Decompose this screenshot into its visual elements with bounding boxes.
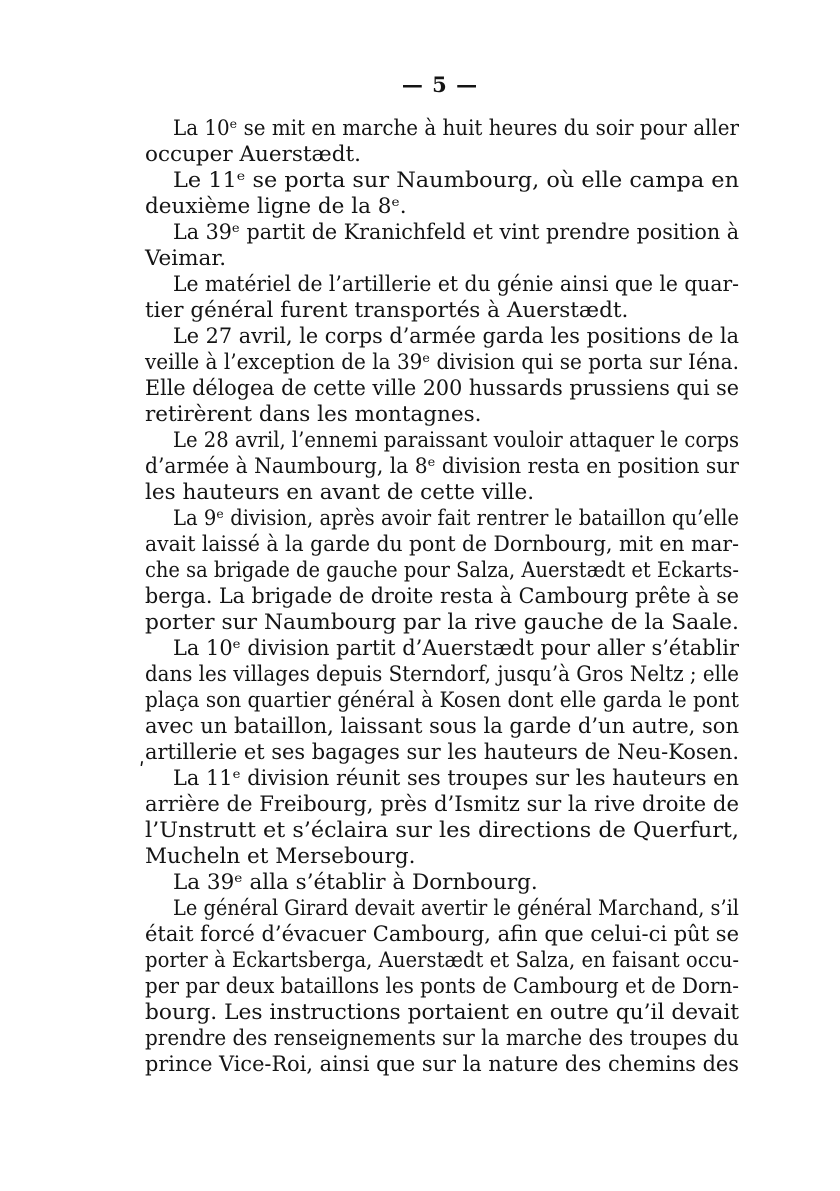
- text-line-content: tier général furent transportés à Auerstædt.: [145, 298, 629, 323]
- text-line-content: Mucheln et Mersebourg.: [145, 844, 416, 869]
- text-line-content: Le général Girard devait avertir le général Marchand, s’il: [173, 896, 739, 921]
- text-line: [145, 350, 739, 376]
- text-line: [145, 870, 739, 896]
- text-line: [145, 896, 739, 922]
- text-line: [145, 610, 739, 636]
- text-line-content: berga. La brigade de droite resta à Cambourg prête à se: [145, 584, 740, 609]
- text-line-content: porter sur Naumbourg par la rive gauche de la Saale.: [145, 610, 739, 635]
- text-line-content: porter à Eckartsberga, Auerstædt et Salza, en faisant occu-: [145, 948, 740, 973]
- text-line-content: avec un bataillon, laissant sous la garde d’un autre, son: [145, 714, 739, 739]
- text-line-content: La 11ᵉ division réunit ses troupes sur les hauteurs en: [173, 766, 739, 791]
- text-line: [145, 116, 739, 142]
- text-line: [145, 844, 739, 870]
- text-line-content: veille à l’exception de la 39ᵉ division qui se porta sur Iéna.: [145, 350, 739, 375]
- text-line: [145, 766, 739, 792]
- text-line: [145, 740, 739, 766]
- text-line: [145, 168, 739, 194]
- text-line: [145, 532, 739, 558]
- text-line: [145, 506, 739, 532]
- text-line: [145, 818, 739, 844]
- text-line: [145, 1052, 739, 1078]
- text-line-content: d’armée à Naumbourg, la 8ᵉ division resta en position sur: [145, 454, 739, 479]
- text-line-content: deuxième ligne de la 8ᵉ.: [145, 194, 407, 219]
- text-line-content: Le matériel de l’artillerie et du génie ainsi que le quar-: [173, 272, 740, 297]
- page-number: — 5 —: [401, 72, 479, 97]
- text-line: [145, 584, 739, 610]
- text-line-content: arrière de Freibourg, près d’Ismitz sur la rive droite de: [145, 792, 739, 817]
- text-line-content: che sa brigade de gauche pour Salza, Auerstædt et Eckarts-: [145, 558, 739, 583]
- text-line: [145, 220, 739, 246]
- text-line-content: l’Unstrutt et s’éclaira sur les directions de Querfurt,: [145, 818, 740, 843]
- text-line-content: Le 28 avril, l’ennemi paraissant vouloir attaquer le corps: [173, 428, 740, 453]
- text-line-content: Veimar.: [145, 246, 227, 271]
- text-line-content: La 9ᵉ division, après avoir fait rentrer le bataillon qu’elle: [173, 506, 740, 531]
- text-line: [145, 402, 739, 428]
- text-line: [145, 324, 739, 350]
- text-line-content: Le 11ᵉ se porta sur Naumbourg, où elle campa en: [173, 168, 739, 193]
- text-line-content: les hauteurs en avant de cette ville.: [145, 480, 535, 505]
- text-line-content: La 10ᵉ division partit d’Auerstædt pour aller s’établir: [173, 636, 739, 661]
- text-line: [145, 1026, 739, 1052]
- text-line: [145, 922, 739, 948]
- text-line-content: Le 27 avril, le corps d’armée garda les positions de la: [173, 324, 740, 349]
- text-line: [145, 974, 739, 1000]
- text-line: [145, 558, 739, 584]
- text-line: [145, 246, 739, 272]
- text-line: [145, 792, 739, 818]
- text-line-content: Elle délogea de cette ville 200 hussards prussiens qui se: [145, 376, 740, 401]
- text-line: [145, 272, 739, 298]
- text-line: [145, 714, 739, 740]
- text-line: [145, 636, 739, 662]
- text-line-content: avait laissé à la garde du pont de Dornbourg, mit en mar-: [145, 532, 739, 557]
- text-line-content: per par deux bataillons les ponts de Cambourg et de Dorn-: [145, 974, 739, 999]
- margin-mark: ʹ: [139, 758, 145, 782]
- text-line: [145, 428, 739, 454]
- text-line-content: artillerie et ses bagages sur les hauteurs de Neu-Kosen.: [145, 740, 740, 765]
- body-text: [145, 116, 739, 1078]
- text-line-content: La 39ᵉ alla s’établir à Dornbourg.: [173, 870, 538, 895]
- text-line-content: prince Vice-Roi, ainsi que sur la nature des chemins des: [145, 1052, 739, 1077]
- text-line-content: retirèrent dans les montagnes.: [145, 402, 482, 427]
- text-line: [145, 454, 739, 480]
- text-line: [145, 662, 739, 688]
- text-line-content: La 39ᵉ partit de Kranichfeld et vint prendre position à: [173, 220, 740, 245]
- text-line: [145, 1000, 739, 1026]
- text-line: [145, 480, 739, 506]
- text-line-content: prendre des renseignements sur la marche des troupes du: [145, 1026, 739, 1051]
- text-line: [145, 194, 739, 220]
- text-line-content: bourg. Les instructions portaient en outre qu’il devait: [145, 1000, 740, 1025]
- text-line: [145, 688, 739, 714]
- text-line-content: La 10ᵉ se mit en marche à huit heures du soir pour aller: [173, 116, 739, 141]
- text-line: [145, 142, 739, 168]
- text-line-content: occuper Auerstædt.: [145, 142, 361, 167]
- text-line: [145, 298, 739, 324]
- text-line: [145, 948, 739, 974]
- text-line-content: était forcé d’évacuer Cambourg, afin que celui-ci pût se: [145, 922, 739, 947]
- text-line: [145, 376, 739, 402]
- text-line-content: plaça son quartier général à Kosen dont elle garda le pont: [145, 688, 739, 713]
- text-line-content: dans les villages depuis Sterndorf, jusqu’à Gros Neltz ; elle: [145, 662, 739, 687]
